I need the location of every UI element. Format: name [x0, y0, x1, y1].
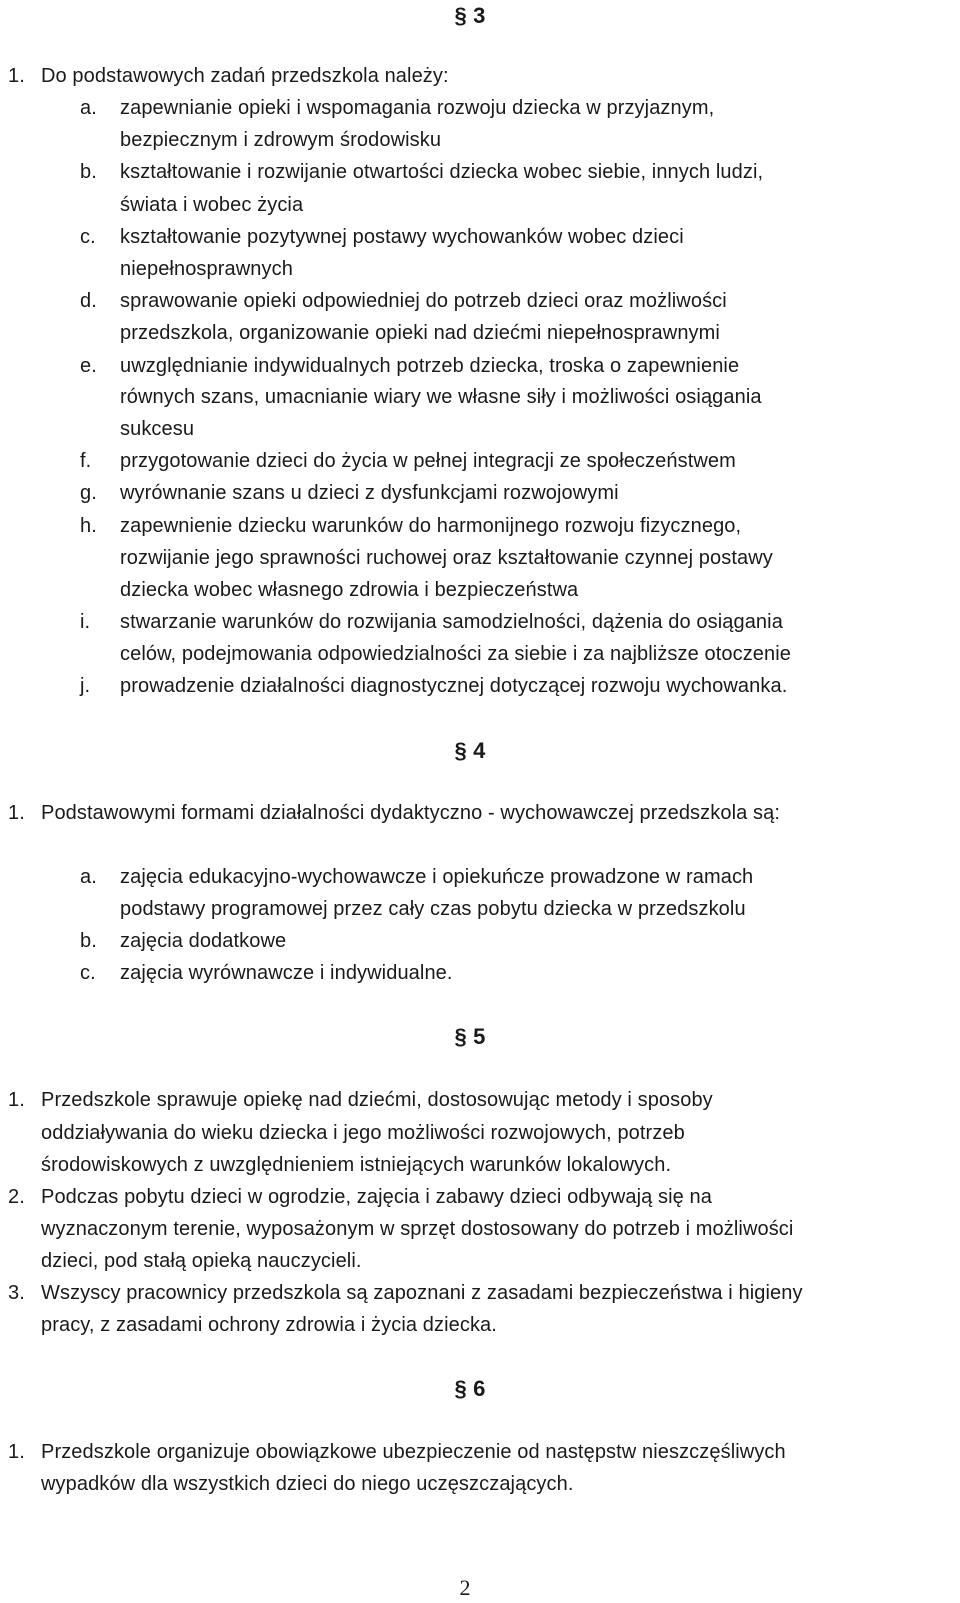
paragraph-text: Podczas pobytu dzieci w ogrodzie, zajęcia i zabawy dzieci odbywają się na — [41, 1186, 712, 1208]
list-item-text: uwzględnianie indywidualnych potrzeb dziecka, troska o zapewnienie — [120, 355, 740, 377]
list-letter: h. — [80, 515, 97, 537]
list-letter: a. — [80, 866, 97, 888]
list-item-text: sukcesu — [120, 418, 195, 440]
section-heading-6: § 6 — [454, 1376, 486, 1401]
paragraph-text: dzieci, pod stałą opieką nauczycieli. — [41, 1250, 362, 1272]
list-item-text: rozwijanie jego sprawności ruchowej oraz kształtowanie czynnej postawy — [120, 547, 773, 569]
paragraph-text: środowiskowych z uwzględnieniem istniejących warunków lokalowych. — [41, 1154, 672, 1176]
paragraph-text: wypadków dla wszystkich dzieci do niego uczęszczających. — [41, 1473, 574, 1495]
list-item-text: zajęcia edukacyjno-wychowawcze i opiekuńcze prowadzone w ramach — [120, 866, 754, 888]
list-item-text: niepełnosprawnych — [120, 258, 293, 280]
list-letter: j. — [80, 675, 91, 697]
list-item-text: kształtowanie i rozwijanie otwartości dziecka wobec siebie, innych ludzi, — [120, 161, 764, 183]
paragraph-number: 3. — [8, 1282, 25, 1304]
list-item-text: prowadzenie działalności diagnostycznej dotyczącej rozwoju wychowanka. — [120, 675, 788, 697]
list-item-text: zapewnianie opieki i wspomagania rozwoju dziecka w przyjaznym, — [120, 97, 715, 119]
paragraph-text: Do podstawowych zadań przedszkola należy: — [41, 65, 449, 87]
list-item-text: zapewnienie dziecku warunków do harmonijnego rozwoju fizycznego, — [120, 515, 742, 537]
list-item-text: stwarzanie warunków do rozwijania samodzielności, dążenia do osiągania — [120, 611, 783, 633]
list-item-text: zajęcia wyrównawcze i indywidualne. — [120, 962, 453, 984]
list-letter: d. — [80, 290, 97, 312]
list-letter: c. — [80, 962, 96, 984]
section-heading-3: § 3 — [454, 3, 486, 28]
paragraph-text: wyznaczonym terenie, wyposażonym w sprzęt dostosowany do potrzeb i możliwości — [41, 1218, 794, 1240]
list-letter: i. — [80, 611, 91, 633]
list-item-text: przedszkola, organizowanie opieki nad dziećmi niepełnosprawnymi — [120, 322, 720, 344]
paragraph-number: 1. — [8, 1089, 25, 1111]
list-item-text: sprawowanie opieki odpowiedniej do potrzeb dzieci oraz możliwości — [120, 290, 727, 312]
list-item-text: wyrównanie szans u dzieci z dysfunkcjami rozwojowymi — [120, 482, 619, 504]
paragraph-text: Przedszkole organizuje obowiązkowe ubezpieczenie od następstw nieszczęśliwych — [41, 1441, 786, 1463]
list-item-text: bezpiecznym i zdrowym środowisku — [120, 129, 442, 151]
list-letter: c. — [80, 226, 96, 248]
list-letter: b. — [80, 161, 97, 183]
list-letter: f. — [80, 450, 92, 472]
paragraph-text: oddziaływania do wieku dziecka i jego możliwości rozwojowych, potrzeb — [41, 1122, 685, 1144]
list-item-text: przygotowanie dzieci do życia w pełnej integracji ze społeczeństwem — [120, 450, 736, 472]
list-item-text: świata i wobec życia — [120, 194, 304, 216]
paragraph-number: 2. — [8, 1186, 25, 1208]
section-heading-5: § 5 — [454, 1024, 486, 1049]
page-number: 2 — [459, 1575, 471, 1600]
list-letter: e. — [80, 355, 97, 377]
paragraph-text: Podstawowymi formami działalności dydaktyczno - wychowawczej przedszkola są: — [41, 802, 780, 824]
list-letter: b. — [80, 930, 97, 952]
paragraph-text: Wszyscy pracownicy przedszkola są zapoznani z zasadami bezpieczeństwa i higieny — [41, 1282, 803, 1304]
list-item-text: równych szans, umacnianie wiary we własne siły i możliwości osiągania — [120, 386, 762, 408]
section-heading-4: § 4 — [454, 738, 486, 763]
list-item-text: podstawy programowej przez cały czas pobytu dziecka w przedszkolu — [120, 898, 746, 920]
list-letter: g. — [80, 482, 97, 504]
list-item-text: celów, podejmowania odpowiedzialności za siebie i za najbliższe otoczenie — [120, 643, 792, 665]
list-item-text: dziecka wobec własnego zdrowia i bezpieczeństwa — [120, 579, 579, 601]
paragraph-number: 1. — [8, 1441, 25, 1463]
list-letter: a. — [80, 97, 97, 119]
paragraph-text: Przedszkole sprawuje opiekę nad dziećmi, dostosowując metody i sposoby — [41, 1089, 713, 1111]
paragraph-number: 1. — [8, 65, 25, 87]
list-item-text: kształtowanie pozytywnej postawy wychowanków wobec dzieci — [120, 226, 684, 248]
list-item-text: zajęcia dodatkowe — [120, 930, 287, 952]
paragraph-text: pracy, z zasadami ochrony zdrowia i życia dziecka. — [41, 1314, 497, 1336]
paragraph-number: 1. — [8, 802, 25, 824]
